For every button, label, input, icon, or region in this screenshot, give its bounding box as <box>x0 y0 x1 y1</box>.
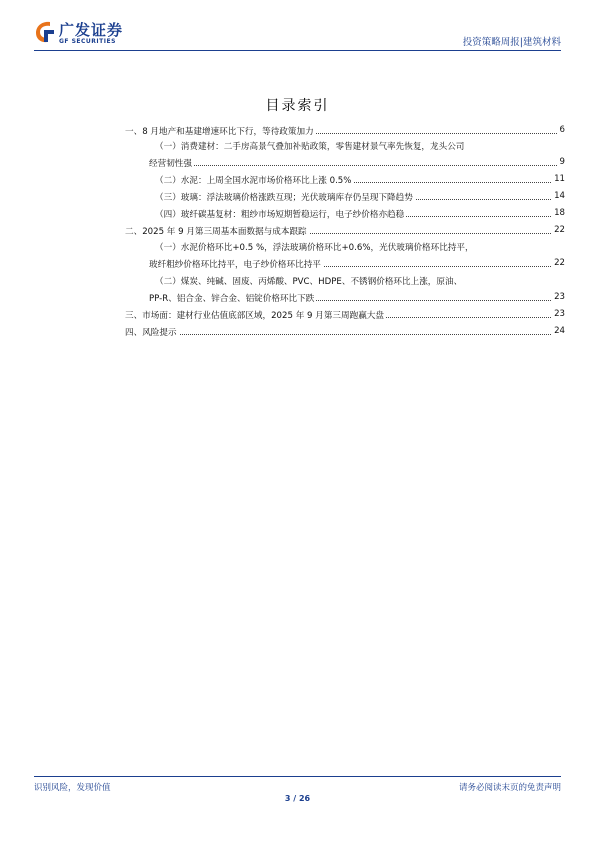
toc-entry-text: 三、市场面：建材行业估值底部区域，2025 年 9 月第三周跑赢大盘 <box>125 311 384 321</box>
toc-page-number: 14 <box>554 191 565 201</box>
logo-chinese-text: 广发证券 <box>59 21 124 39</box>
toc-entry-text: 二、2025 年 9 月第三周基本面数据与成本跟踪 <box>125 227 307 237</box>
toc-entry-text: （四）玻纤碳基复材：粗纱市场短期暂稳运行，电子纱价格亦趋稳 <box>155 210 405 220</box>
toc-entry[interactable] <box>149 157 565 170</box>
toc-entry-text: （二）水泥：上周全国水泥市场价格环比上涨 0.5% <box>155 176 352 186</box>
toc-title: 目录索引 <box>265 98 330 114</box>
toc-entry[interactable] <box>155 208 565 221</box>
footer-divider <box>34 776 561 777</box>
toc-entry-text[interactable]: （二）煤炭、纯碱、固废、丙烯酸、PVC、HDPE、不锈钢价格环比上涨，原油、 <box>155 277 463 287</box>
toc-entry[interactable] <box>125 309 565 322</box>
toc-page-number: 9 <box>559 157 565 167</box>
page-header <box>34 18 561 48</box>
gf-securities-logo <box>34 18 144 48</box>
header-divider <box>34 50 561 51</box>
toc-entry-text: PP-R、铝合金、锌合金、铝锭价格环比下跌 <box>149 294 315 304</box>
toc-entry[interactable] <box>125 225 565 238</box>
toc-entry[interactable] <box>125 326 565 339</box>
report-category: 投资策略周报|建筑材料 <box>462 37 561 48</box>
toc-entry-text: 一、8 月地产和基建增速环比下行，等待政策加力 <box>125 127 314 137</box>
toc-page-number: 22 <box>554 225 565 235</box>
toc-page-number: 22 <box>554 258 565 268</box>
page-number: 3 / 26 <box>284 794 311 803</box>
toc-entry[interactable] <box>149 258 565 271</box>
toc-entry-text: 经营韧性强 <box>149 159 192 169</box>
toc-entry-text[interactable]: （一）消费建材：二手房高景气叠加补贴政策，零售建材景气率先恢复，龙头公司 <box>155 142 465 152</box>
toc-entry[interactable] <box>155 174 565 187</box>
toc-entry-text: 四、风险提示 <box>125 328 177 338</box>
logo-english-text: GF SECURITIES <box>59 38 116 45</box>
toc-page-number: 11 <box>554 174 565 184</box>
toc-page-number: 6 <box>559 125 565 135</box>
toc-page-number: 23 <box>554 292 565 302</box>
toc-entry-text[interactable]: （一）水泥价格环比+0.5 %，浮法玻璃价格环比+0.6%，光伏玻璃价格环比持平， <box>155 243 474 253</box>
toc-entry[interactable] <box>155 191 565 204</box>
footer-disclaimer-note: 请务必阅读末页的免责声明 <box>458 783 561 793</box>
gf-logo-icon <box>34 20 56 44</box>
toc-page-number: 24 <box>554 326 565 336</box>
toc-entry-text: 玻纤粗纱价格环比持平，电子纱价格环比持平 <box>149 260 321 270</box>
toc-entry[interactable] <box>125 125 565 138</box>
leader-dots <box>149 165 565 166</box>
toc-entry[interactable] <box>149 292 565 305</box>
leader-dots <box>125 334 565 335</box>
toc-page-number: 18 <box>554 208 565 218</box>
toc-page-number: 23 <box>554 309 565 319</box>
toc-entry-text: （三）玻璃：浮法玻璃价格涨跌互现；光伏玻璃库存仍呈现下降趋势 <box>155 193 413 203</box>
footer-slogan: 识别风险，发现价值 <box>34 783 111 793</box>
